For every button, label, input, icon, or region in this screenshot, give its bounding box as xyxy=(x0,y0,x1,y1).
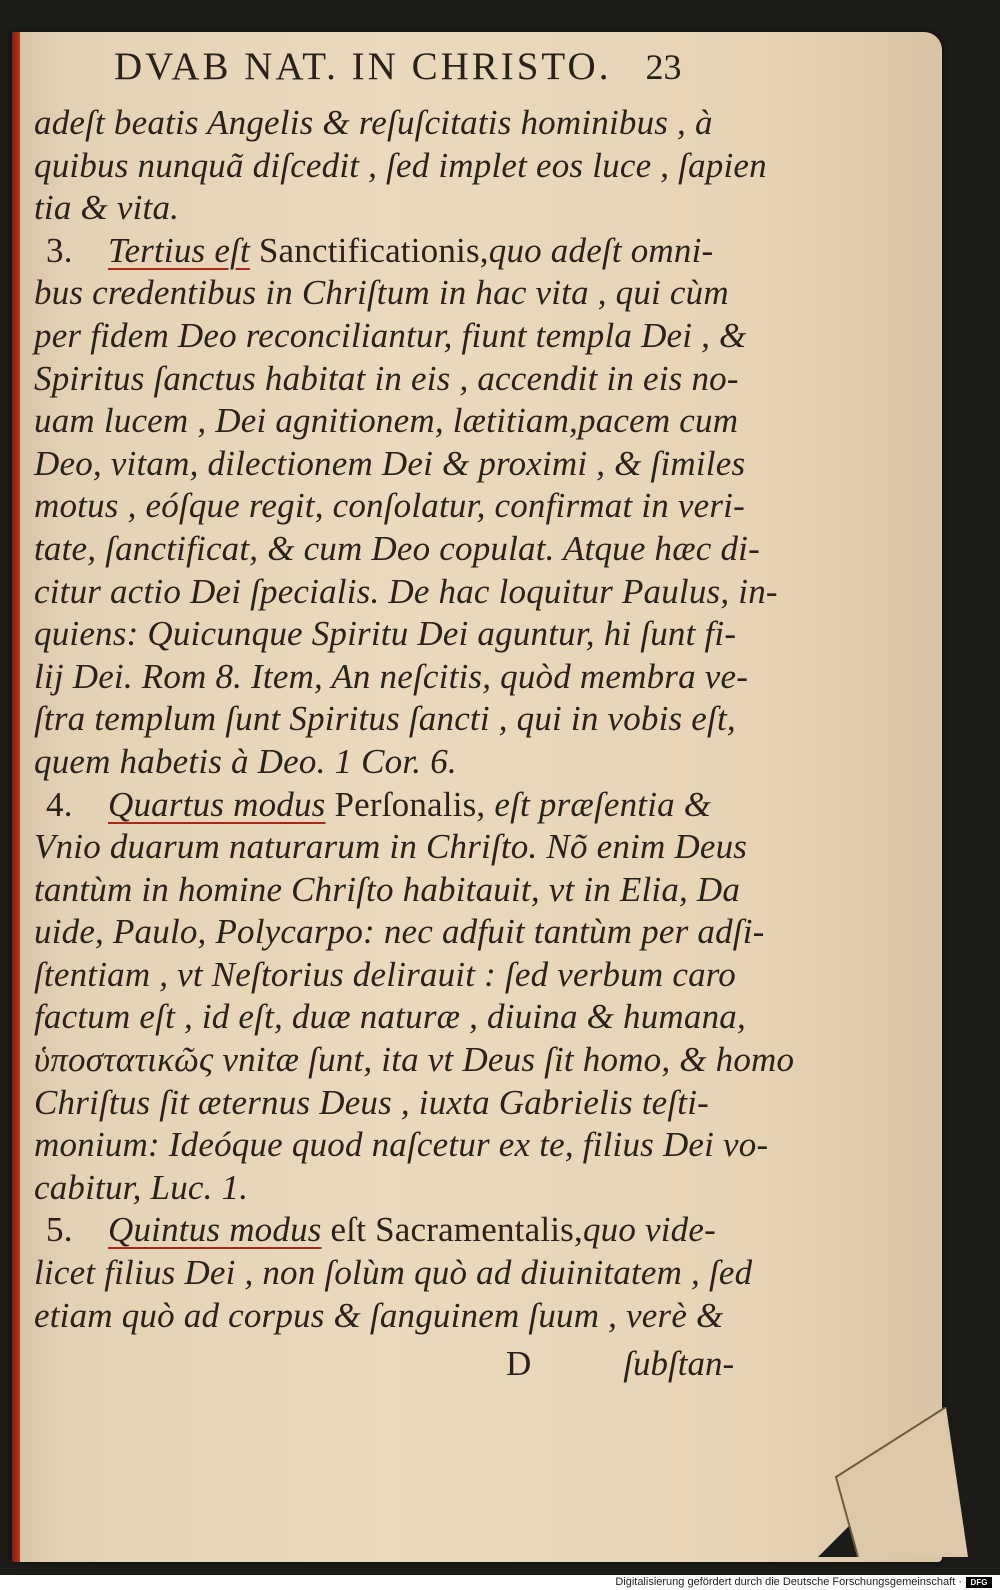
text-line: ὑποστατικῶς vnitæ ſunt, ita vt Deus ſit homo, & homo xyxy=(34,1040,795,1080)
text-line: Spiritus ſanctus habitat in eis , accendit in eis no- xyxy=(34,358,739,398)
running-head-title: DVAB NAT. IN CHRISTO. xyxy=(114,45,612,88)
running-head xyxy=(34,44,774,102)
text-line: Chriſtus ſit æternus Deus , iuxta Gabrielis teſti- xyxy=(34,1082,709,1122)
text-line: per fidem Deo reconciliantur, fiunt templa Dei , & xyxy=(34,315,747,355)
text-block xyxy=(34,44,795,1387)
text-line: tate, ſanctificat, & cum Deo copulat. Atque hæc di- xyxy=(34,528,760,568)
text-line: Vnio duarum naturarum in Chriſto. Nõ enim Deus xyxy=(34,827,748,867)
text-line: cabitur, Luc. 1. xyxy=(34,1167,249,1207)
text-line xyxy=(34,1209,774,1252)
text-line: factum eſt , id eſt, duæ naturæ , diuina & humana, xyxy=(34,997,746,1037)
text-line: Deo, vitam, dilectionem Dei & proximi , & ſimiles xyxy=(34,443,746,483)
text-line: bus credentibus in Chriſtum in hac vita , qui cùm xyxy=(34,273,729,313)
signature-mark: D xyxy=(506,1344,532,1384)
mode-name: eſt Sacramentalis, xyxy=(321,1210,583,1250)
catchline xyxy=(34,1341,774,1387)
text-line: tantùm in homine Chriſto habitauit, vt in Elia, Da xyxy=(34,869,741,909)
red-page-edge xyxy=(12,32,20,1562)
text-line: etiam quò ad corpus & ſanguinem ſuum , verè & xyxy=(34,1295,724,1335)
text-line: quem habetis à Deo. 1 Cor. 6. xyxy=(34,741,457,781)
text-line: lij Dei. Rom 8. Item, An neſcitis, quòd membra ve- xyxy=(34,656,749,696)
body-text xyxy=(34,102,795,1337)
text-line: motus , eóſque regit, conſolatur, confirmat in veri- xyxy=(34,486,745,526)
text-line xyxy=(34,230,774,273)
paragraph-number: 4. xyxy=(46,784,73,824)
folded-corner xyxy=(818,1407,968,1557)
paragraph-number: 3. xyxy=(46,230,73,270)
line-rest: eſt præſentia & xyxy=(485,784,712,824)
mode-heading: Quintus modus xyxy=(108,1210,322,1250)
text-line: ſtentiam , vt Neſtorius delirauit : ſed verbum caro xyxy=(34,954,736,994)
line-rest: quo vide- xyxy=(582,1210,716,1250)
text-line: citur actio Dei ſpecialis. De hac loquitur Paulus, in- xyxy=(34,571,778,611)
text-line: monium: Ideóque quod naſcetur ex te, filius Dei vo- xyxy=(34,1125,769,1165)
mode-name: Sanctificationis, xyxy=(249,230,489,270)
dfg-logo: DFG xyxy=(966,1577,992,1588)
text-line: uide, Paulo, Polycarpo: nec adfuit tantùm per adſi- xyxy=(34,912,765,952)
page-number: 23 xyxy=(645,47,682,87)
footer-credit: Digitalisierung gefördert durch die Deutsche Forschungsgemeinschaft · xyxy=(615,1576,962,1588)
line-rest: quo adeſt omni- xyxy=(488,230,714,270)
text-line: adeſt beatis Angelis & reſuſcitatis hominibus , à xyxy=(34,103,713,142)
text-line: licet filius Dei , non ſolùm quò ad diuinitatem , ſed xyxy=(34,1253,753,1293)
mode-heading: Quartus modus xyxy=(108,784,326,824)
text-line: quiens: Quicunque Spiritu Dei aguntur, hi ſunt fi- xyxy=(34,614,737,654)
text-line xyxy=(34,784,774,827)
text-line: uam lucem , Dei agnitionem, lætitiam,pacem cum xyxy=(34,401,739,441)
digitization-footer xyxy=(0,1575,1000,1590)
catchword: ſubſtan- xyxy=(623,1344,735,1384)
paragraph-number: 5. xyxy=(46,1210,73,1250)
text-line: quibus nunquã diſcedit , ſed implet eos luce , ſapien xyxy=(34,145,767,185)
text-line: tia & vita. xyxy=(34,188,180,228)
mode-name: Perſonalis, xyxy=(325,784,486,824)
mode-heading: Tertius eſt xyxy=(108,230,250,270)
text-line: ſtra templum ſunt Spiritus ſancti , qui in vobis eſt, xyxy=(34,699,736,739)
